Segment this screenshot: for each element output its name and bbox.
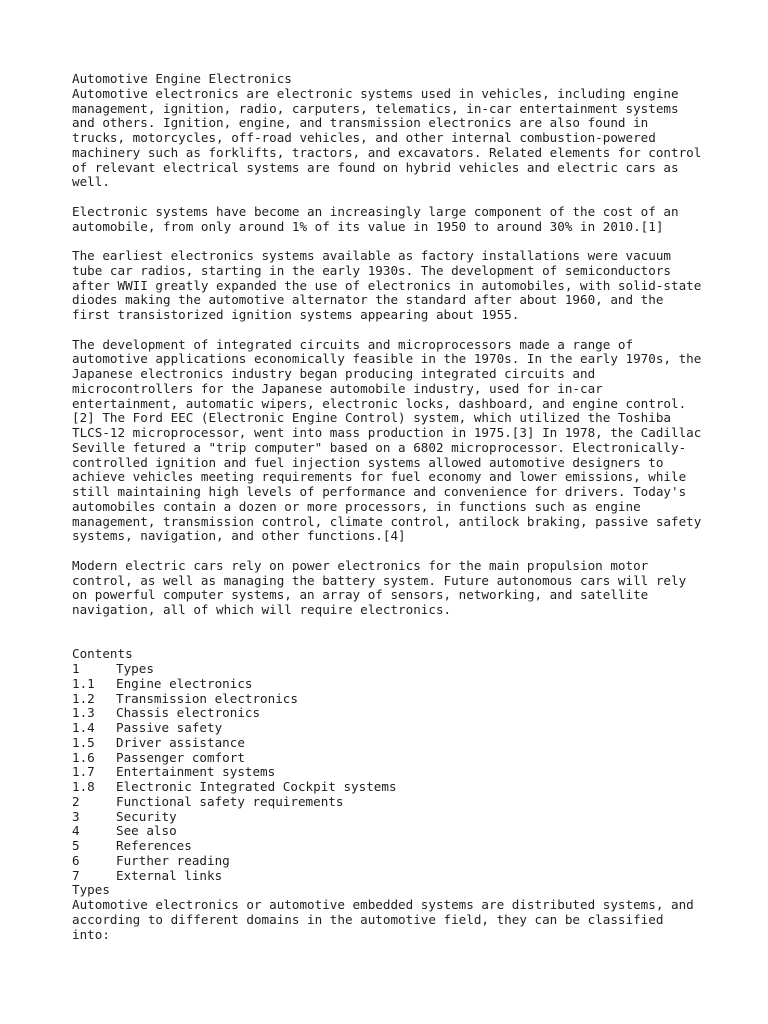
paragraph-intro [72,87,712,190]
text-line: tube car radios, starting in the early 1930s. The development of semiconductors [72,262,671,278]
toc-item[interactable] [72,662,712,677]
paragraph-spacer [72,234,712,249]
text-line: systems, navigation, and other functions.[4] [72,528,406,544]
text-line: microcontrollers for the Japanese automobile industry, used for in-car [72,380,603,396]
toc-number: 1.3 [72,705,95,721]
toc-title: Passive safety [116,720,223,735]
paragraph-spacer [72,544,712,559]
paragraph-electric-cars [72,559,712,618]
toc-item[interactable] [72,795,712,810]
paragraph-spacer [72,323,712,338]
text-line: and others. Ignition, engine, and transmission electronics are also found in [72,115,649,131]
toc-item[interactable] [72,721,712,736]
text-line: control, as well as managing the battery system. Future autonomous cars will rely [72,572,687,588]
toc-title: Chassis electronics [116,705,261,721]
text-line: controlled ignition and fuel injection systems allowed automotive designers to [72,454,664,470]
toc-title: External links [116,867,223,883]
text-line: first transistorized ignition systems appearing about 1955. [72,307,520,322]
text-line: machinery such as forklifts, tractors, and excavators. Related elements for control [72,144,702,160]
toc-number: 4 [72,823,80,839]
toc-item[interactable] [72,736,712,751]
document-title: Automotive Engine Electronics [72,71,292,86]
toc-title: Driver assistance [116,734,245,750]
toc-number: 1.1 [72,675,95,691]
toc-item[interactable] [72,824,712,839]
toc-title: Functional safety requirements [116,793,344,809]
toc-number: 1.4 [72,720,95,735]
text-line: achieve vehicles meeting requirements for fuel economy and lower emissions, while [72,469,687,485]
text-line: of relevant electrical systems are found on hybrid vehicles and electric cars as [72,159,679,175]
toc-title: Security [116,808,177,824]
toc-title: References [116,838,192,853]
toc-title: Passenger comfort [116,749,245,765]
paragraph-history [72,249,712,323]
toc-number: 1.6 [72,749,95,765]
text-line: on powerful computer systems, an array of sensors, networking, and satellite [72,587,649,603]
text-line: Electronic systems have become an increasingly large component of the cost of an [72,203,679,219]
text-line: The development of integrated circuits and microprocessors made a range of [72,336,634,352]
contents-heading: Contents [72,646,133,662]
toc-item[interactable] [72,751,712,766]
toc-item[interactable] [72,765,712,780]
text-line: management, ignition, radio, carputers, telematics, in-car entertainment systems [72,100,679,116]
text-line: automobiles contain a dozen or more processors, in functions such as engine [72,498,641,514]
toc-item[interactable] [72,810,712,825]
text-line: trucks, motorcycles, off-road vehicles, and other internal combustion-powered [72,130,656,145]
text-line: Automotive electronics are electronic systems used in vehicles, including engine [72,85,679,101]
table-of-contents [72,647,712,883]
toc-number: 3 [72,808,80,824]
text-line: automobile, from only around 1% of its value in 1950 to around 30% in 2010.[1] [72,218,664,234]
text-line: Automotive electronics or automotive embedded systems are distributed systems, and [72,897,694,912]
toc-number: 1.8 [72,779,95,794]
toc-item[interactable] [72,780,712,795]
text-line: automotive applications economically feasible in the 1970s. In the early 1970s, the [72,351,702,367]
toc-title: Transmission electronics [116,690,298,706]
text-line: management, transmission control, climate control, antilock braking, passive safety [72,513,702,529]
text-line: The earliest electronics systems available as factory installations were vacuum [72,248,671,263]
toc-title: See also [116,823,177,839]
toc-item[interactable] [72,706,712,721]
toc-item[interactable] [72,839,712,854]
text-line: according to different domains in the automotive field, they can be classified [72,911,664,927]
toc-number: 1.7 [72,764,95,780]
text-line: well. [72,174,110,190]
text-line: still maintaining high levels of performance and convenience for drivers. Today's [72,484,687,499]
section-heading: Types [72,882,110,898]
toc-title: Engine electronics [116,675,253,691]
toc-number: 1.5 [72,734,95,750]
toc-number: 5 [72,838,80,853]
text-line: [2] The Ford EEC (Electronic Engine Control) system, which utilized the Toshiba [72,410,671,426]
toc-title: Electronic Integrated Cockpit systems [116,779,397,794]
document-page [72,72,712,942]
paragraph-spacer [72,633,712,648]
toc-item[interactable] [72,854,712,869]
text-line: entertainment, automatic wipers, electronic locks, dashboard, and engine control. [72,395,687,411]
paragraph-cost [72,205,712,235]
text-line: navigation, all of which will require electronics. [72,602,452,617]
toc-title: Further reading [116,852,230,868]
toc-item[interactable] [72,869,712,884]
toc-number: 7 [72,867,80,883]
toc-number: 2 [72,793,80,809]
text-line: into: [72,926,110,942]
text-line: Seville fetured a "trip computer" based on a 6802 microprocessor. Electronically- [72,439,687,455]
toc-number: 1.2 [72,690,95,706]
text-line: Modern electric cars rely on power electronics for the main propulsion motor [72,557,649,573]
toc-item[interactable] [72,692,712,707]
paragraph-integrated-circuits [72,338,712,545]
text-line: TLCS-12 microprocessor, went into mass production in 1975.[3] In 1978, the Cadillac [72,425,702,440]
paragraph-spacer [72,190,712,205]
text-line: Japanese electronics industry began producing integrated circuits and [72,366,596,381]
text-line: diodes making the automotive alternator the standard after about 1960, and the [72,292,664,308]
toc-title: Entertainment systems [116,764,276,780]
toc-title: Types [116,661,154,676]
paragraph-spacer [72,618,712,633]
types-section [72,883,712,942]
text-line: after WWII greatly expanded the use of electronics in automobiles, with solid-state [72,277,702,293]
toc-number: 6 [72,852,80,868]
toc-number: 1 [72,661,80,676]
toc-item[interactable] [72,677,712,692]
